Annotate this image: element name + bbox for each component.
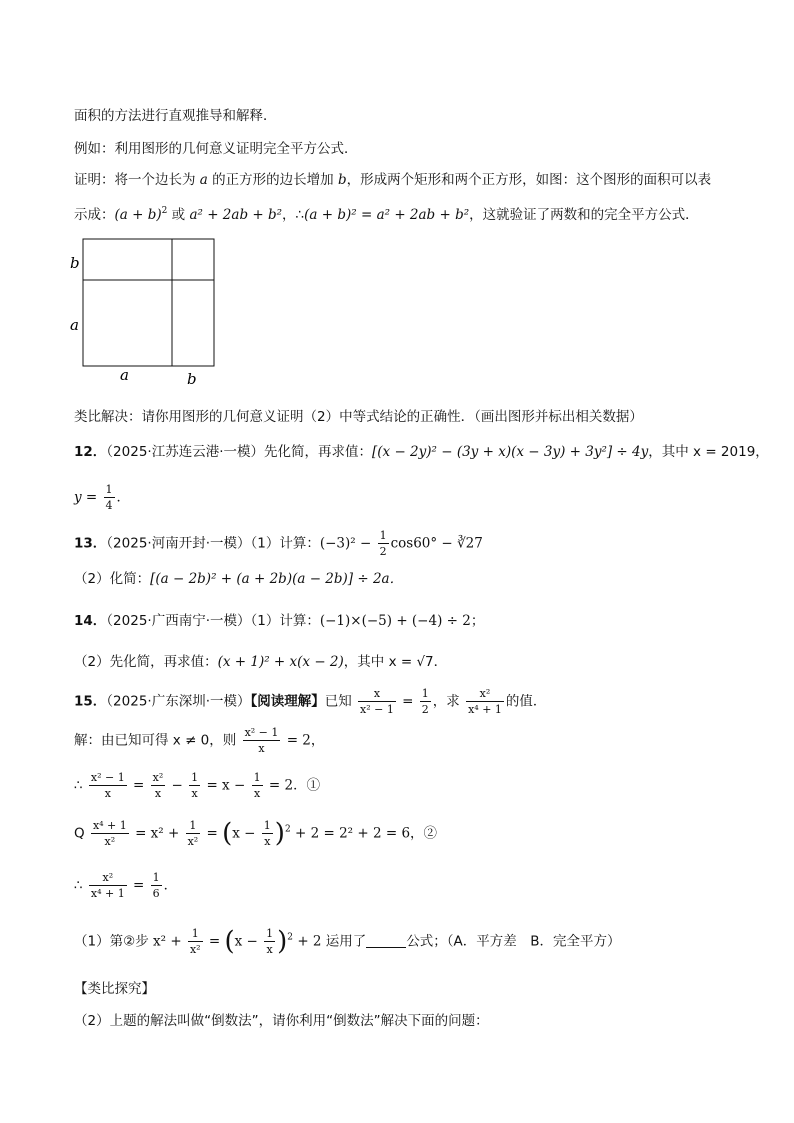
question-12 — [74, 440, 769, 460]
answer-blank[interactable] — [366, 935, 406, 948]
solution-step-3 — [74, 870, 177, 901]
text: = x − — [206, 777, 246, 794]
question-15 — [74, 686, 546, 717]
source: （2025·广西南宁·一模） — [106, 613, 251, 629]
text: + 2 运用了 — [297, 933, 367, 950]
text: （1）计算： — [250, 535, 320, 552]
question-15-part-1: （1）第②步 x² + $\frac{1}{\text{x²}}$ = (x − $\frac{1}{x}$ )$^2$ + 2 运用了 公式；（A．平方差 B．完全平方） — [74, 926, 621, 957]
text: ，这就验证了两数和的完全平方公式． — [469, 207, 699, 223]
text: = — [206, 825, 218, 842]
text: + 2 = 2² + 2 = 6，② — [294, 825, 438, 842]
text: 或 — [171, 207, 186, 223]
fraction: $\frac{1}{2}$ — [379, 529, 387, 558]
tag: 【阅读理解】 — [250, 693, 325, 710]
fraction: $\frac{\text{x² − 1}}{x}$ — [90, 771, 125, 800]
text: ∴ — [74, 777, 83, 794]
text: 先化简，再求值： — [264, 444, 372, 460]
text: （2）化简： — [74, 571, 151, 587]
var-b: b — [337, 172, 347, 188]
source: （2025·江苏连云港·一模） — [106, 444, 264, 460]
text: = — [133, 877, 145, 894]
text: ． — [116, 489, 131, 506]
text: 证明：将一个边长为 — [74, 172, 196, 188]
fraction: $\frac{\text{x²}}{\text{x⁴ + 1}}$ — [90, 871, 125, 900]
text: x² + — [153, 933, 182, 950]
text: ，∴ — [282, 207, 305, 223]
question-number: 13． — [74, 535, 107, 552]
fraction: $\frac{\text{x²}}{x}$ — [152, 771, 164, 800]
source: （2025·广东深圳·一模） — [106, 693, 251, 710]
question-14 — [74, 609, 484, 629]
expr: (a + b) — [114, 207, 162, 223]
text: = — [133, 777, 145, 794]
question-12-cont — [74, 482, 130, 513]
solution-step-1 — [74, 770, 320, 801]
fraction: $\frac{1}{4}$ — [105, 483, 113, 512]
expr: cos60° − ∛27 — [390, 535, 483, 552]
intro-line-4: 示成：$(a + b)^2$ 或 a² + 2ab + b²，∴(a + b)² = a² + 2ab + b²，这就验证了两数和的完全平方公式． — [74, 206, 699, 223]
text: ，其中 x = √7． — [343, 654, 448, 670]
text: 的值． — [505, 693, 547, 710]
fraction: $\frac{\text{x² − 1}}{x}$ — [244, 726, 279, 755]
square-diagram — [62, 232, 232, 392]
label-b-bottom: b — [187, 370, 197, 388]
source: （2025·河南开封·一模） — [106, 535, 251, 552]
fraction: $\frac{1}{\text{x²}}$ — [189, 927, 201, 956]
text: 已知 — [324, 693, 352, 710]
expr: [(a − 2b)² + (a + 2b)(a − 2b)] ÷ 2a． — [150, 571, 404, 587]
intro-line-1: 面积的方法进行直观推导和解释． — [74, 108, 277, 124]
text: ． — [163, 877, 178, 894]
text: 解：由已知可得 x ≠ 0，则 — [74, 732, 237, 749]
text: ，其中 x = 2019， — [648, 444, 769, 460]
fraction: $\frac{\text{x⁴ + 1}}{\text{x²}}$ — [92, 819, 127, 848]
intro-line-3 — [74, 168, 711, 188]
fraction: $\frac{1}{x}$ — [263, 819, 271, 848]
text: x − — [234, 933, 258, 950]
expr: a² + 2ab + b² — [189, 207, 283, 223]
analogy-text: 类比解决：请你用图形的几何意义证明（2）中等式结论的正确性．（画出图形并标出相关数据） — [74, 409, 643, 425]
expr: [(x − 2y)² − (3y + x)(x − 3y) + 3y²] ÷ 4y — [372, 444, 649, 460]
text: − — [171, 777, 183, 794]
fraction: $\frac{1}{x}$ — [191, 771, 199, 800]
text: （1）第②步 — [74, 933, 149, 950]
text: = 2， — [286, 732, 325, 749]
text: 的正方形的边长增加 — [212, 172, 334, 188]
fraction: $\frac{1}{x}$ — [253, 771, 261, 800]
question-13 — [74, 528, 483, 559]
expr: y = — [74, 489, 98, 506]
outer-square — [83, 239, 214, 366]
question-13-part-2 — [74, 567, 403, 587]
intro-line-2: 例如：利用图形的几何意义证明完全平方公式． — [74, 141, 358, 157]
text: = — [208, 933, 221, 950]
text: Q — [74, 825, 85, 842]
text: ，求 — [432, 693, 460, 710]
label-a-bottom: a — [120, 366, 129, 384]
text: = 2．① — [268, 777, 321, 794]
explore-heading: 【类比探究】 — [74, 981, 155, 997]
fraction: $\frac{\text{x²}}{\text{x⁴ + 1}}$ — [468, 687, 502, 716]
solution-line-1 — [74, 725, 324, 756]
text: ，形成两个矩形和两个正方形，如图：这个图形的面积可以表 — [346, 172, 712, 188]
question-15-part-2: （2）上题的解法叫做“倒数法”，请你利用“倒数法”解决下面的问题： — [74, 1013, 489, 1029]
expr: (x + 1)² + x(x − 2) — [217, 654, 344, 670]
var-a: a — [199, 172, 208, 188]
question-number: 15． — [74, 693, 107, 710]
text: = x² + — [135, 825, 180, 842]
fraction: $\frac{1}{6}$ — [152, 871, 160, 900]
expr: (−1)×(−5) + (−4) ÷ 2； — [319, 613, 485, 629]
label-b-left: b — [70, 254, 80, 272]
text: （2）先化简，再求值： — [74, 654, 218, 670]
fraction: $\frac{1}{\text{x²}}$ — [187, 819, 199, 848]
expr: (−3)² − — [319, 535, 372, 552]
question-number: 14． — [74, 613, 107, 629]
fraction: $\frac{x}{\text{x² − 1}}$ — [360, 687, 394, 716]
text: （1）计算： — [250, 613, 320, 629]
label-a-left: a — [70, 316, 79, 334]
fraction: $\frac{1}{2}$ — [421, 687, 429, 716]
text: = — [402, 693, 414, 710]
text: 公式；（A．平方差 B．完全平方） — [406, 933, 621, 950]
text: 示成： — [74, 207, 115, 223]
solution-step-2: Q $\frac{\text{x⁴ + 1}}{\text{x²}}$ = x² + $\frac{1}{\text{x²}}$ = (x − $\frac{1}{x}$ )$^2$ + 2 = 2² + 2 = 6，② — [74, 818, 438, 849]
expr: (a + b)² = a² + 2ab + b² — [304, 207, 470, 223]
question-number: 12． — [74, 444, 107, 460]
text: x − — [232, 825, 256, 842]
text: ∴ — [74, 877, 83, 894]
fraction: $\frac{1}{x}$ — [266, 927, 274, 956]
question-14-part-2 — [74, 650, 447, 670]
